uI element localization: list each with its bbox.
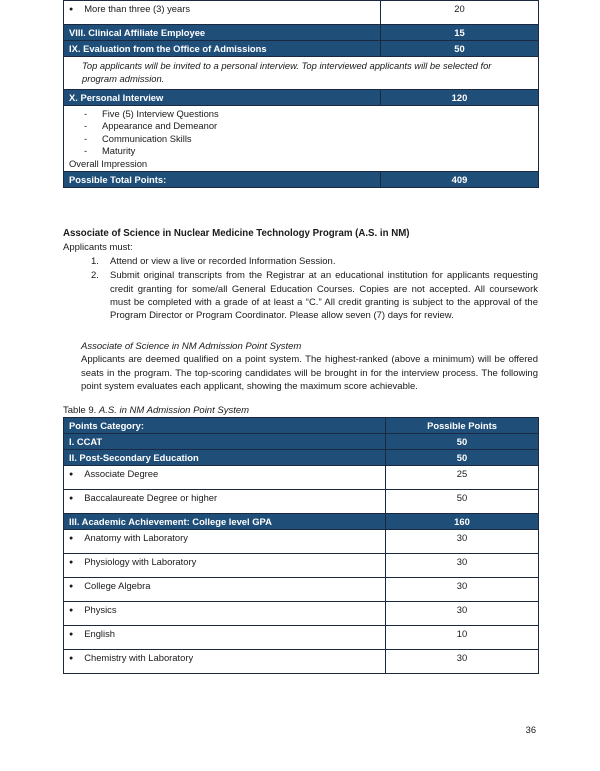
points-value-cell: 10: [386, 625, 539, 649]
category-cell: [64, 465, 386, 489]
table-row-section: [64, 449, 539, 465]
table-row-section: [64, 433, 539, 449]
points-value-cell: 30: [386, 553, 539, 577]
overall-impression-label: Overall Impression: [69, 157, 148, 169]
table-row-section: [64, 41, 539, 57]
table-caption-prefix: Table 9.: [63, 404, 99, 416]
bullet-icon: ●: [69, 470, 74, 478]
bullet-icon: ●: [69, 582, 74, 590]
points-value-cell: 50: [381, 41, 539, 57]
bullet-icon: ●: [69, 654, 74, 662]
applicants-must-label: Applicants must:: [63, 242, 133, 254]
points-value-cell: 50: [386, 449, 539, 465]
bullet-icon: ●: [69, 606, 74, 614]
points-value-cell: 15: [381, 25, 539, 41]
requirements-numbered-list: [63, 255, 538, 323]
dash-list-item: [69, 145, 533, 157]
category-label: Physiology with Laboratory: [84, 555, 197, 567]
admission-points-table-continued: [63, 0, 539, 188]
table-row-bullet: [64, 553, 539, 577]
dash-list-item: [69, 133, 533, 145]
points-value-cell: 50: [386, 489, 539, 513]
table-row-bullet: [64, 489, 539, 513]
category-label: More than three (3) years: [84, 3, 191, 14]
category-cell: I. CCAT: [64, 433, 386, 449]
dash-item-label: Appearance and Demeanor: [102, 120, 218, 132]
category-cell: IX. Evaluation from the Office of Admissions: [64, 41, 381, 57]
bullet-icon: ●: [69, 494, 74, 502]
table-row-section: [64, 25, 539, 41]
category-cell: [64, 577, 386, 601]
point-system-subheading: Associate of Science in NM Admission Point System: [81, 340, 302, 352]
table-caption: [63, 404, 538, 417]
category-label: Physics: [84, 603, 117, 615]
table-row-total: [64, 172, 539, 188]
category-cell: III. Academic Achievement: College level GPA: [64, 513, 386, 529]
numbered-list-item: [63, 269, 538, 323]
category-label: Baccalaureate Degree or higher: [84, 491, 218, 503]
dash-bullet-icon: -: [84, 145, 88, 157]
dash-bullet-icon: -: [84, 120, 88, 132]
points-value-cell: 409: [381, 172, 539, 188]
points-value-cell: 30: [386, 601, 539, 625]
points-value-cell: 30: [386, 529, 539, 553]
dash-item-label: Five (5) Interview Questions: [102, 108, 219, 119]
category-label: Associate Degree: [84, 467, 159, 479]
dash-item-label: Communication Skills: [102, 132, 192, 144]
table-row-bullet: [64, 649, 539, 673]
points-value-cell: 25: [386, 465, 539, 489]
dash-bullet-icon: -: [84, 132, 88, 144]
interview-criteria-cell: [64, 106, 539, 172]
table-row-section: [64, 513, 539, 529]
page-content: [63, 0, 538, 674]
page-number: 36: [525, 725, 536, 735]
possible-points-header: Possible Points: [386, 417, 539, 433]
table-row-section: [64, 90, 539, 106]
category-cell: [64, 601, 386, 625]
table-row-bullet: [64, 465, 539, 489]
category-label: Chemistry with Laboratory: [84, 651, 194, 663]
bullet-icon: ●: [69, 6, 74, 13]
dash-bullet-icon: -: [84, 108, 88, 119]
program-heading: Associate of Science in Nuclear Medicine Technology Program (A.S. in NM): [63, 228, 410, 240]
category-cell: [64, 649, 386, 673]
category-cell: Possible Total Points:: [64, 172, 381, 188]
category-cell: X. Personal Interview: [64, 90, 381, 106]
category-cell: [64, 529, 386, 553]
table-row-dashlist: [64, 106, 539, 172]
category-label: Anatomy with Laboratory: [84, 531, 188, 543]
list-item-text: Attend or view a live or recorded Information Session.: [110, 256, 336, 268]
point-system-paragraph: Applicants are deemed qualified on a point system. The highest-ranked (above a minimum) will be offered seats in the program. The top-scoring candidates will be brought in for the interview process. The following point system evaluates each applicant, showing the maximum score achievable.: [81, 354, 538, 393]
points-value-cell: 120: [381, 90, 539, 106]
bullet-icon: ●: [69, 558, 74, 566]
category-label: English: [84, 627, 115, 639]
dash-list-item: [69, 120, 533, 132]
table-caption-title: A.S. in NM Admission Point System: [98, 404, 250, 416]
list-item-number: 1.: [91, 256, 99, 268]
list-item-number: 2.: [91, 270, 99, 282]
list-item-text: Submit original transcripts from the Registrar at an educational institution for applicants requesting credit granting for some/all General Education Courses. Copies are not accepted. All coursework must be completed with a grade of at least a “C.” All credit granting is subject to the approval of the Program Director or Program Coordinator. Please allow seven (7) days for review.: [110, 270, 538, 322]
points-value-cell: 30: [386, 649, 539, 673]
bullet-icon: ●: [69, 630, 74, 638]
bullet-icon: ●: [69, 534, 74, 542]
category-cell: II. Post-Secondary Education: [64, 449, 386, 465]
category-label: College Algebra: [84, 579, 151, 591]
category-cell: [64, 553, 386, 577]
points-value-cell: 50: [386, 433, 539, 449]
table-row-noterow: [64, 57, 539, 90]
points-value-cell: 160: [386, 513, 539, 529]
table-row-bullet: [64, 601, 539, 625]
category-cell: [64, 489, 386, 513]
points-category-header: Points Category:: [64, 417, 386, 433]
table-row-bullet: [64, 529, 539, 553]
dash-list-item: [69, 108, 533, 120]
points-value-cell: 20: [381, 1, 539, 25]
as-nm-admission-points-table: [63, 417, 539, 674]
category-cell: [64, 1, 381, 25]
table-row-bullet: [64, 1, 539, 25]
numbered-list-item: [63, 255, 538, 268]
table-row-bullet: [64, 625, 539, 649]
table-row-bullet: [64, 577, 539, 601]
points-value-cell: 30: [386, 577, 539, 601]
note-cell: Top applicants will be invited to a personal interview. Top interviewed applicants will be selected for program admission.: [64, 57, 539, 90]
table-header-row: [64, 417, 539, 433]
category-cell: VIII. Clinical Affiliate Employee: [64, 25, 381, 41]
category-cell: [64, 625, 386, 649]
dash-item-label: Maturity: [102, 145, 136, 157]
